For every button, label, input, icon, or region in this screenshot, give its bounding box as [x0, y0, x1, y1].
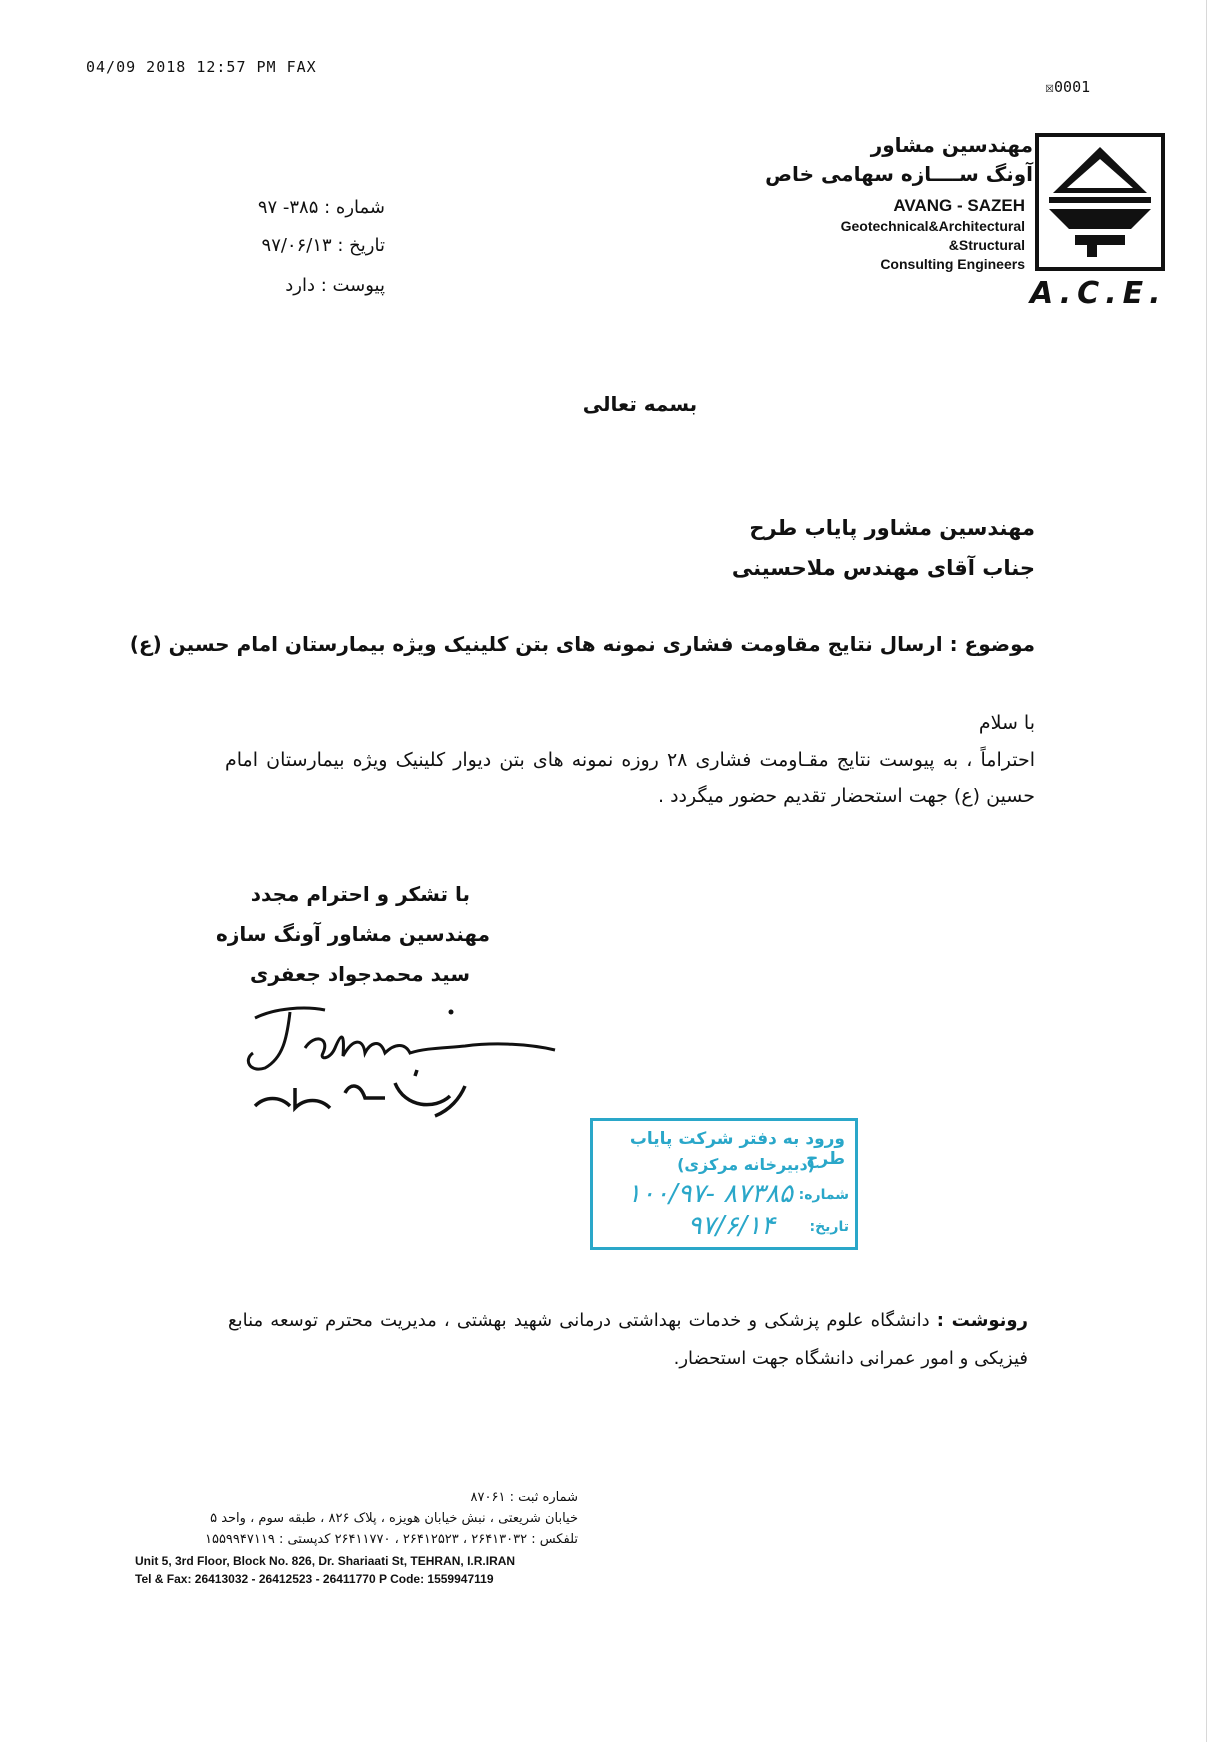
letter-subject: موضوع : ارسال نتایج مقاومت فشاری نمونه های بتن کلینیک ویژه بیمارستان امام حسین (ع) [129, 632, 1035, 656]
bismillah-heading: بسمه تعالی [582, 392, 698, 416]
footer-phone-fa: تلفکس : ۲۶۴۱۳۰۳۲ ، ۲۶۴۱۲۵۲۳ ، ۲۶۴۱۱۷۷۰ کدپستی : ۱۵۵۹۹۴۷۱۱۹ [204, 1532, 578, 1547]
fax-header: 04/09 2018 12:57 PM FAX [86, 58, 317, 76]
reference-attachment: پیوست : دارد [285, 275, 385, 296]
letter-body: احتراماً ، به پیوست نتایج مقـاومت فشاری ۲۸ روزه نمونه های بتن دیوار کلینیک ویژه بیمارستان امام حسین (ع) جهت استحضار تقدیم حضور میگردد . [225, 749, 1035, 807]
closing-signatory: سید محمدجواد جعفری [249, 962, 470, 986]
recipient-company: مهندسین مشاور پایاب طرح [749, 516, 1035, 540]
greeting: با سلام [978, 712, 1035, 734]
company-desc-en-3: Consulting Engineers [880, 256, 1025, 272]
reference-date: تاریخ : ۹۷/۰۶/۱۳ [261, 235, 385, 256]
logo-text: A.C.E. [1030, 276, 1167, 311]
footer-address-fa: خیابان شریعتی ، نبش خیابان هویزه ، پلاک ۸۲۶ ، طبقه سوم ، واحد ۵ [210, 1511, 578, 1526]
fax-page-icon: ☒ [1045, 78, 1055, 96]
cc-label: رونوشت : [936, 1310, 1028, 1331]
company-desc-en-2: &Structural [948, 237, 1025, 253]
footer-registration: شماره ثبت : ۸۷۰۶۱ [470, 1490, 578, 1505]
recipient-person: جناب آقای مهندس ملاحسینی [731, 556, 1035, 580]
footer-address-en: Unit 5, 3rd Floor, Block No. 826, Dr. Shariaati St, TEHRAN, I.R.IRAN [135, 1554, 516, 1568]
cc-recipients: دانشگاه علوم پزشکی و خدمات بهداشتی درمانی شهید بهشتی ، مدیریت محترم توسعه منابع فیزیکی و امور عمرانی دانشگاه جهت استحضار. [228, 1310, 1028, 1369]
carbon-copy [228, 1302, 1028, 1378]
page-edge-line [1206, 0, 1207, 1742]
company-name-fa-2: آونگ ســــازه سهامی خاص [765, 162, 1033, 186]
footer-phone-en: Tel & Fax: 26413032 - 26412523 - 26411770 P Code: 1559947119 [135, 1572, 494, 1586]
page-number [1045, 78, 1090, 96]
stamp-date-label: تاریخ: [809, 1219, 849, 1235]
company-desc-en-1: Geotechnical&Architectural [840, 218, 1025, 234]
stamp-date-value: ۹۷/۶/۱۴ [687, 1211, 775, 1241]
stamp-number-label: شماره: [798, 1187, 849, 1203]
handwritten-signature [235, 998, 565, 1128]
page-number-value: 0001 [1054, 78, 1091, 96]
stamp-subtitle: (دبیرخانه مرکزی) [677, 1155, 815, 1174]
stamp-number-value: ۱۰۰/۹۷- ۸۷۳۸۵ [626, 1179, 793, 1209]
reference-number: شماره : ۳۸۵- ۹۷ [257, 197, 385, 218]
company-logo [1035, 133, 1165, 271]
closing-company: مهندسین مشاور آونگ سازه [216, 922, 490, 946]
closing-regards: با تشکر و احترام مجدد [250, 882, 470, 906]
company-name-fa-1: مهندسین مشاور [870, 133, 1033, 157]
stamp-title: ورود به دفتر شرکت پایاب طرح [629, 1129, 845, 1169]
company-name-en: AVANG - SAZEH [893, 196, 1025, 215]
receipt-stamp [590, 1118, 858, 1250]
